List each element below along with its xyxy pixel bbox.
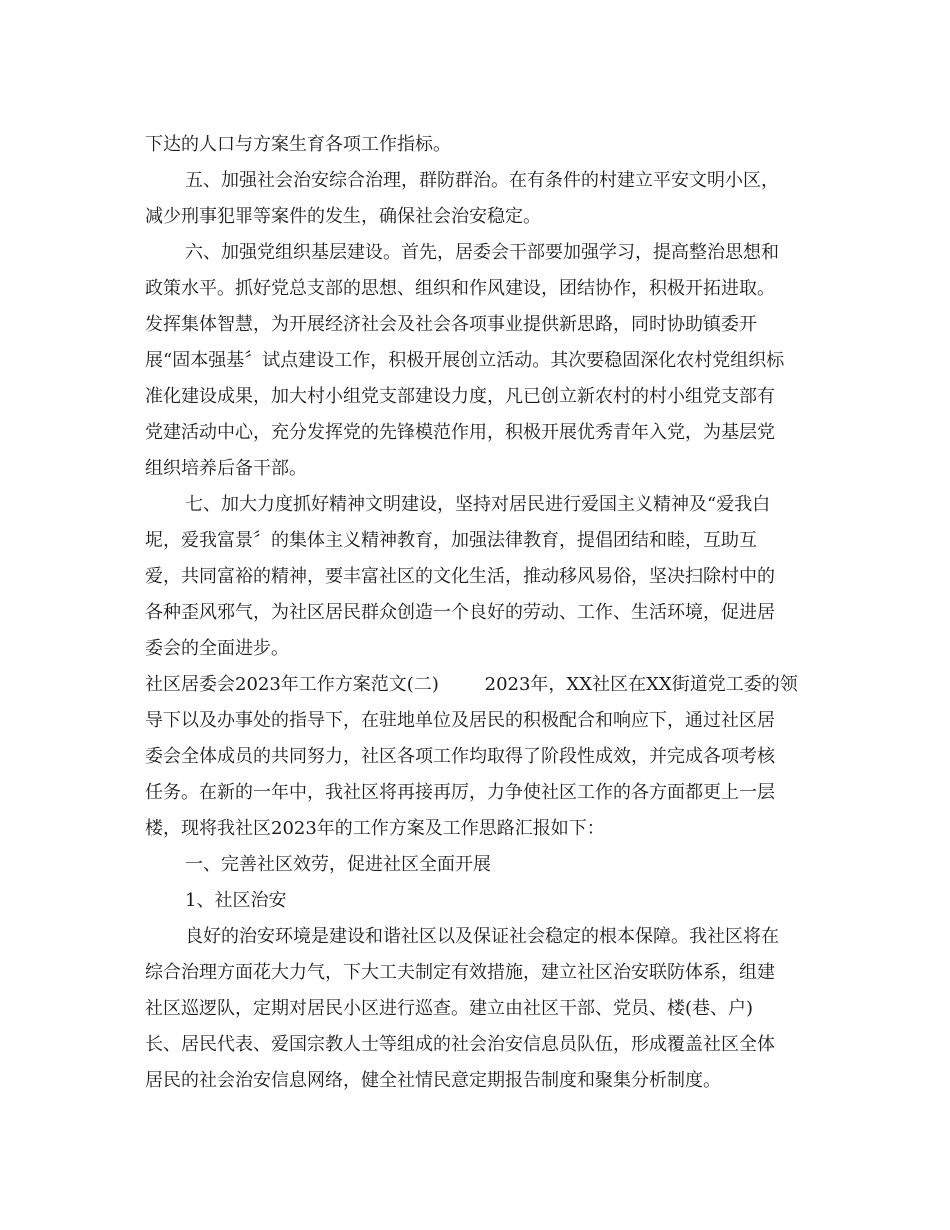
text-line: 下达的人口与方案生育各项工作指标。: [145, 134, 451, 155]
text-line: 坭，爱我富景〞的集体主义精神教育，加强法律教育，提倡团结和睦，互助互: [145, 530, 757, 551]
text-line: 任务。在新的一年中，我社区将再接再厉，力争使社区工作的各方面都更上一层: [145, 782, 775, 803]
text-line: 社区居委会2023年工作方案范文(二) 2023年，XX社区在XX街道党工委的领: [145, 674, 798, 695]
text-line: 楼，现将我社区2023年的工作方案及工作思路汇报如下：: [145, 818, 605, 839]
text-line: 组织培养后备干部。: [145, 458, 307, 479]
text-line: 居民的社会治安信息网络，健全社情民意定期报告制度和聚集分析制度。: [145, 1070, 721, 1091]
text-line: 发挥集体智慧，为开展经济社会及社会各项事业提供新思路，同时协助镇委开: [145, 314, 757, 335]
text-line: 五、加强社会治安综合治理，群防群治。在有条件的村建立平安文明小区，: [185, 170, 779, 191]
text-line: 党建活动中心，充分发挥党的先锋模范作用，积极开展优秀青年入党，为基层党: [145, 422, 775, 443]
text-line: 展“固本强基〞试点建设工作，积极开展创立活动。其次要稳固深化农村党组织标: [145, 350, 785, 371]
text-line: 七、加大力度抓好精神文明建设，坚持对居民进行爱国主义精神及“爱我白: [185, 494, 771, 515]
text-line: 导下以及办事处的指导下，在驻地单位及居民的积极配合和响应下，通过社区居: [145, 710, 775, 731]
text-line: 社区巡逻队，定期对居民小区进行巡查。建立由社区干部、党员、楼(巷、户): [145, 998, 754, 1019]
text-line: 减少刑事犯罪等案件的发生，确保社会治安稳定。: [145, 206, 541, 227]
text-line: 爱，共同富裕的精神，要丰富社区的文化生活，推动移风易俗，坚决扫除村中的: [145, 566, 775, 587]
text-line: 一、完善社区效劳，促进社区全面开展: [185, 854, 491, 875]
text-line: 六、加强党组织基层建设。首先，居委会干部要加强学习，提高整治思想和: [185, 242, 779, 263]
text-line: 1、社区治安: [185, 890, 287, 911]
text-line: 良好的治安环境是建设和谐社区以及保证社会稳定的根本保障。我社区将在: [185, 926, 779, 947]
text-line: 政策水平。抓好党总支部的思想、组织和作风建设，团结协作，积极开拓进取。: [145, 278, 775, 299]
text-line: 综合治理方面花大力气，下大工夫制定有效措施，建立社区治安联防体系，组建: [145, 962, 775, 983]
text-line: 委会的全面进步。: [145, 638, 289, 659]
text-line: 委会全体成员的共同努力，社区各项工作均取得了阶段性成效，并完成各项考核: [145, 746, 775, 767]
document-body: [145, 127, 810, 1099]
text-line: 准化建设成果，加大村小组党支部建设力度，凡已创立新农村的村小组党支部有: [145, 386, 775, 407]
text-line: 长、居民代表、爱国宗教人士等组成的社会治安信息员队伍，形成覆盖社区全体: [145, 1034, 775, 1055]
text-line: 各种歪风邪气，为社区居民群众创造一个良好的劳动、工作、生活环境，促进居: [145, 602, 775, 623]
